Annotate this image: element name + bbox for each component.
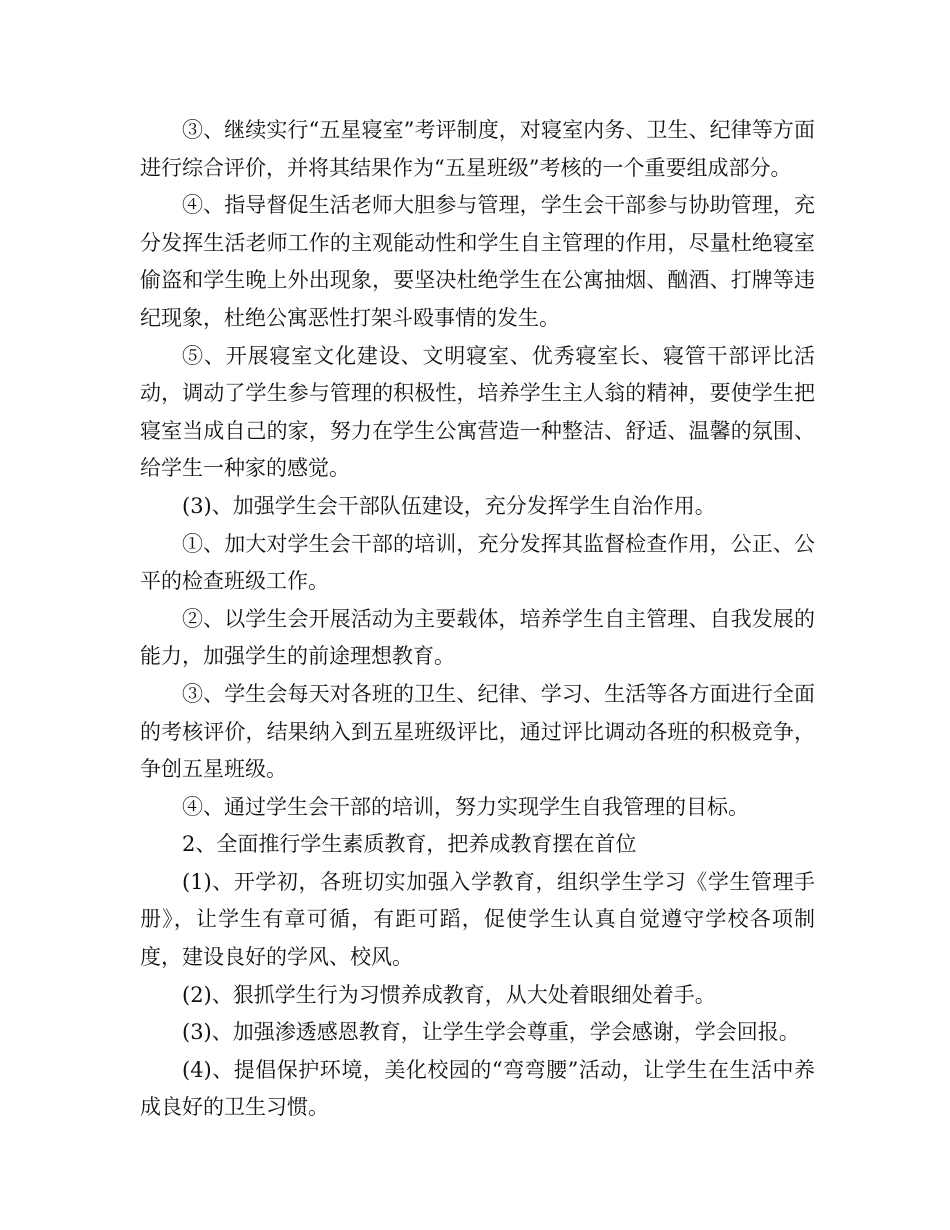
paragraph-dorm-culture: ⑤、开展寝室文化建设、文明寝室、优秀寝室长、寝管干部评比活动，调动了学生参与管理的积极性，培养学生主人翁的精神，要使学生把寝室当成自己的家，努力在学生公寓营造一种整洁、舒适、温馨的氛围、给学生一种家的感觉。 <box>140 343 815 481</box>
paragraph-union-training: ①、加大对学生会干部的培训，充分发挥其监督检查作用，公正、公平的检查班级工作。 <box>140 531 815 594</box>
paragraph-gratitude-education: (3)、加强渗透感恩教育，让学生学会尊重，学会感谢，学会回报。 <box>182 1020 800 1045</box>
paragraph-enrollment-education: (1)、开学初，各班切实加强入学教育，组织学生学习《学生管理手册》，让学生有章可循，有距可蹈，促使学生认真自觉遵守学校各项制度，建设良好的学风、校风。 <box>140 869 815 970</box>
document-body <box>140 112 815 1127</box>
paragraph-self-management: ④、通过学生会干部的培训，努力实现学生自我管理的目标。 <box>182 794 749 819</box>
paragraph-life-teacher-management: ④、指导督促生活老师大胆参与管理，学生会干部参与协助管理，充分发挥生活老师工作的主观能动性和学生自主管理的作用，尽量杜绝寝室偷盗和学生晚上外出现象，要坚决杜绝学生在公寓抽烟、酗酒、打牌等违纪现象，杜绝公寓恶性打架斗殴事情的发生。 <box>140 193 815 330</box>
paragraph-student-union-heading: (3)、加强学生会干部队伍建设，充分发挥学生自治作用。 <box>182 493 716 518</box>
paragraph-dorm-five-star: ③、继续实行“五星寝室”考评制度，对寝室内务、卫生、纪律等方面进行综合评价，并将其结果作为“五星班级”考核的一个重要组成部分。 <box>140 118 815 180</box>
paragraph-union-activities: ②、以学生会开展活动为主要载体，培养学生自主管理、自我发展的能力，加强学生的前途理想教育。 <box>140 606 815 669</box>
paragraph-daily-evaluation: ③、学生会每天对各班的卫生、纪律、学习、生活等各方面进行全面的考核评价，结果纳入到五星班级评比，通过评比调动各班的积极竞争，争创五星班级。 <box>140 681 815 782</box>
paragraph-environment-protection: (4)、提倡保护环境，美化校园的“弯弯腰”活动，让学生在生活中养成良好的卫生习惯。 <box>140 1057 815 1120</box>
paragraph-quality-education-heading: 2、全面推行学生素质教育，把养成教育摆在首位 <box>182 832 637 857</box>
paragraph-behavior-habits: (2)、狠抓学生行为习惯养成教育，从大处着眼细处着手。 <box>182 982 716 1007</box>
